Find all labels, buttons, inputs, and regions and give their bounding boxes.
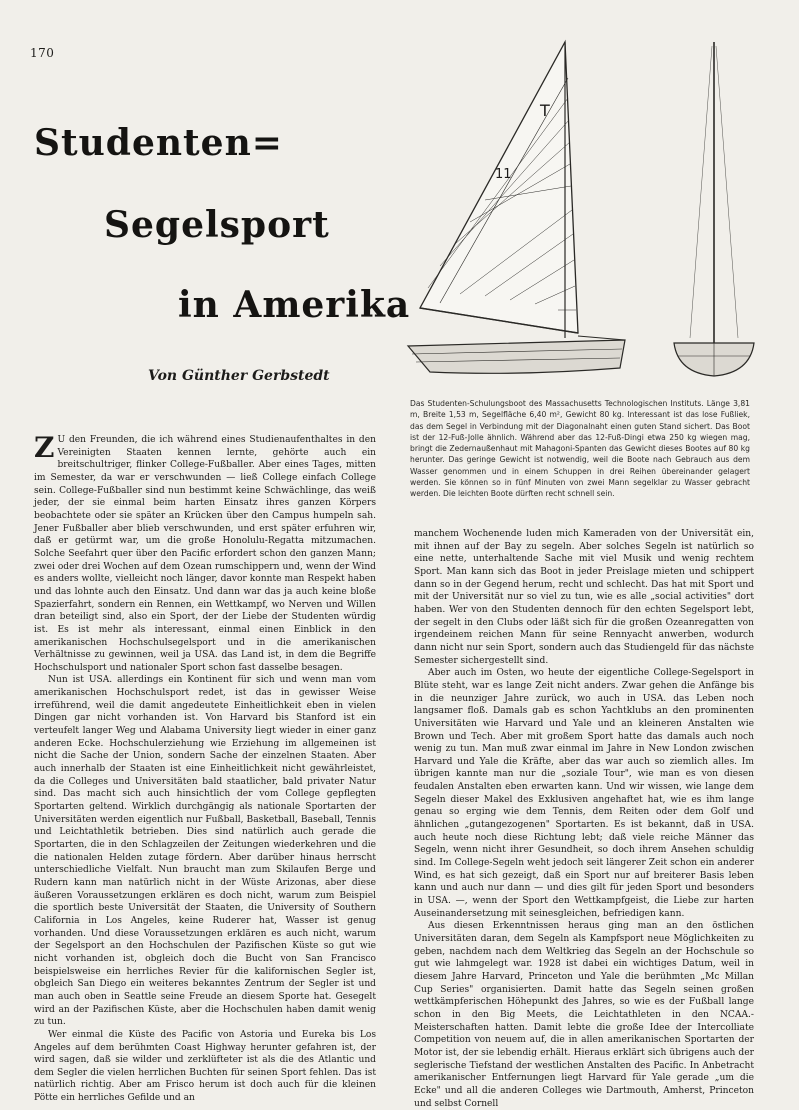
title-line-1: Studenten= xyxy=(34,122,283,164)
byline: Von Günther Gerbstedt xyxy=(148,368,330,384)
paragraph-text: U den Freunden, die ich während eines Studienaufenthaltes in den Vereinigten Staaten kennen lernte, gehörte auch ein breitschultriger, flinker College-Fußballer. Aber eines Tages, mitten im Semester, da war er verschwunden — ließ College einfach College sein. College-Fußballer sind nun bestimmt keine Schwächlinge, das weiß jeder, der sie einmal beim harten Einsatz ihres ganzen Körpers beobachtete oder sie später an Krücken über den Campus humpeln sah. Jener Fußballer aber blieb verschwunden, und erst später erfuhren wir, daß er getürmt war, um die große Honolulu-Regatta mitzumachen. Solche Seefahrt quer über den Pacific erfordert schon den ganzen Mann; zwei oder drei Wochen auf dem Ozean rumschippern und, wenn der Wind es anders wollte, vielleicht noch länger, davor konnte man Respekt haben und das lohnte auch den Einsatz. Und dann war das ja auch keine bloße Spazierfahrt, sondern ein Rennen, ein Wettkampf, wo Nerven und Willen dran beteiligt sind, also ein Sport, der der Liebe der Studenten würdig ist. Es ist mehr als interessant, einmal einen Einblick in den amerikanischen Hochschulsegelsport und in die amerikanischen Verhältnisse zu gewinnen, weil ja USA. das Land ist, in dem die Begriffe Hochschulsport und nationaler Sport schon fast dasselbe besagen. xyxy=(34,435,376,673)
sail-number: 11 xyxy=(495,167,512,182)
sailboat-drawing xyxy=(400,38,760,383)
title-line-2: Segelsport xyxy=(104,204,330,246)
page-number: 170 xyxy=(30,46,55,60)
figure-caption: Das Studenten-Schulungsboot des Massachusetts Technologischen Instituts. Länge 3,81 m, Breite 1,53 m, Segelfläche 6,40 m², Gewicht 80 kg. Interessant ist das lose Fußliek, das dem Segel in Verbindung mit der Diagonalnaht einen guten Stand sichert. Das Boot ist der 12-Fuß-Jolle ähnlich. Während aber das 12-Fuß-Dingi etwa 250 kg wiegen mag, bringt die Zedernaußenhaut mit Mahagoni-Spanten das Gewicht dieses Bootes auf 80 kg herunter. Das geringe Gewicht ist notwendig, weil die Boote nach Gebrauch aus dem Wasser genommen und in einem Schuppen in drei Reihen übereinander gelagert werden. Sie können so in fünf Minuten von zwei Mann segelklar zu Wasser gebracht werden. Die leichten Boote dürften recht schnell sein. xyxy=(410,399,750,499)
article-column-left xyxy=(34,431,376,1105)
title-line-3: in Amerika xyxy=(178,284,411,326)
sail-side-view xyxy=(420,42,578,338)
article-paragraph: Aus diesen Erkenntnissen heraus ging man an den östlichen Universitäten daran, dem Segeln als Kampfsport neue Möglichkeiten zu geben, nachdem nach dem Weltkrieg das Segeln an der Hochschule so gut wie lahmgelegt war. 1928 ist dabei ein wichtiges Datum, weil in diesem Jahre Harvard, Princeton und Yale die berühmten „Mc Millan Cup Series" organisierten. Damit hatte das Segeln seinen großen wettkämpferischen Höhepunkt des Jahres, so wie es der Fußball lange schon in den Big Meets, die Leichtathleten in den NCAA.-Meisterschaften hatten. Damit lebte die große Idee der Intercolliate Competition von neuem auf, die in allen amerikanischen Sportarten der Motor ist, der sie lebendig erhält. Hieraus erklärt sich übrigens auch der seglerische Tiefstand der westlichen Anstalten des Pacific. In Anbetracht amerikanischer Entfernungen liegt Harvard für Yale gerade „um die Ecke" und all die anderen Colleges wie Dartmouth, Amherst, Princeton und selbst Cornell xyxy=(414,921,754,1109)
boat-front-view xyxy=(674,42,754,376)
article-paragraph: manchem Wochenende luden mich Kameraden von der Universität ein, mit ihnen auf der Bay zu segeln. Aber solches Segeln ist natürlich so eine nette, unterhaltende Sache mit viel Musik und wenig rechtem Sport. Man kann sich das Boot in jeder Preislage mieten und schippert dann so in der Gegend herum, recht und schlecht. Das hat mit Sport und mit der Universität nur so viel zu tun, wie es alle „social activities" dort haben. Wer von den Studenten dennoch für den echten Segelsport lebt, der segelt in den Clubs oder läßt sich für die großen Ozeanregatten von irgendeinem reichen Mann für seine Rennyacht anwerben, wodurch dann nicht nur sein Sport, sondern auch das Studiengeld für das nächste Semester sichergestellt sind. xyxy=(414,529,754,666)
article-paragraph: Aber auch im Osten, wo heute der eigentliche College-Segelsport in Blüte steht, war es lange Zeit nicht anders. Zwar gehen die Anfänge bis in die neunziger Jahre zurück, wo auch in USA. das Leben noch langsamer floß. Damals gab es schon Yachtklubs an den prominenten Universitäten wie Harvard und Yale und an kleineren Anstalten wie Brown und Tech. Aber mit großem Sport hatte das damals auch noch wenig zu tun. Man muß zwar einmal im Jahre in New London zwischen Harvard und Yale die Kräfte, aber das war auch so ziemlich alles. Im übrigen kannte man nur die „soziale Tour", wie man es von diesen feudalen Anstalten eben erwarten kann. Und wir wissen, wie lange dem Segeln dieser Makel des Exklusiven angehaftet hat, wie es ihm lange genau so erging wie dem Tennis, dem Reiten oder dem Golf und ähnlichen „gutangezogenen" Sportarten. Es ist bekannt, daß in USA. auch heute noch diese Richtung lebt; daß viele reiche Männer das Segeln, wenn nicht ihrer Gesundheit, so doch ihrem Ansehen schuldig sind. Im College-Segeln weht jedoch seit längerer Zeit schon ein anderer Wind, es hat sich gezeigt, daß ein Sport nur auf breiterer Basis leben kann und auch nur dann — und dies gilt für jeden Sport und besonders in USA. —, wenn der Sport den Wettkampfgeist, die Liebe zur harten Auseinandersetzung mit seinesgleichen, befriedigen kann. xyxy=(414,668,754,919)
article-column-right xyxy=(414,528,754,1110)
article-paragraph: Wer einmal die Küste des Pacific von Astoria und Eureka bis Los Angeles auf dem berühmten Coast Highway herunter gefahren ist, der wird sagen, daß sie wilder und zerklüfteter ist als die des Atlantic und dem Segler die vielen herrlichen Buchten für seinen Sport fehlen. Das ist natürlich richtig. Aber am Frisco herum ist doch auch für die kleinen Pötte ein herrliches Gefilde und an xyxy=(34,1029,376,1104)
drop-cap: Z xyxy=(34,431,55,464)
article-paragraph: Nun ist USA. allerdings ein Kontinent für sich und wenn man vom amerikanischen Hochschulsport redet, ist das in gewisser Weise irreführend, weil die damit angedeutete Einheitlichkeit eben in vielen Dingen gar nicht vorhanden ist. Von Harvard bis Stanford ist ein verteufelt langer Weg und Alabama University liegt wieder in einer ganz anderen Ecke. Hochschulerziehung wie Erziehung im allgemeinen ist nicht die Sache der Union, sondern Sache der einzelnen Staaten. Aber auch innerhalb der Staaten ist eine Einheitlichkeit nicht gewährleistet, da die Colleges und Universitäten bald staatlicher, bald privater Natur sind. Das macht sich auch hinsichtlich der vom College gepflegten Sportarten geltend. Wirklich durchgängig als nationale Sportarten der Universitäten werden eigentlich nur Fußball, Basketball, Baseball, Tennis und Leichtathletik betrieben. Dies sind natürlich auch gerade die Sportarten, die in den Schlagzeilen der Zeitungen wiederkehren und die die nationalen Helden zutage fördern. Aber darüber hinaus herrscht unterschiedliche Vielfalt. Nun braucht man zum Skilaufen Berge und Rudern kann man natürlich nicht in der Wüste Arizonas, aber diese äußeren Voraussetzungen erklären es doch nicht, warum zum Beispiel die sportlich beste Universität der Staaten, die University of Southern California in Los Angeles, keine Ruderer hat, Wasser ist genug vorhanden. Und diese Voraussetzungen erklären es auch nicht, warum der Segelsport an den Hochschulen der Pazifischen Küste so gut wie nicht vorhanden ist, obgleich doch die Bucht von San Francisco beispielsweise ein herrliches Revier für die kalifornischen Segler ist, obgleich San Diego ein weiteres bekanntes Zentrum der Segler ist und man auch oben in Seattle seine Freude an diesem Sporte hat. Gesegelt wird an der Pazifischen Küste, aber die Hochschulen haben damit wenig zu tun. xyxy=(34,675,376,1028)
hull-side-view xyxy=(408,336,625,373)
sail-letter: T xyxy=(540,101,550,120)
article-paragraph xyxy=(34,431,376,674)
